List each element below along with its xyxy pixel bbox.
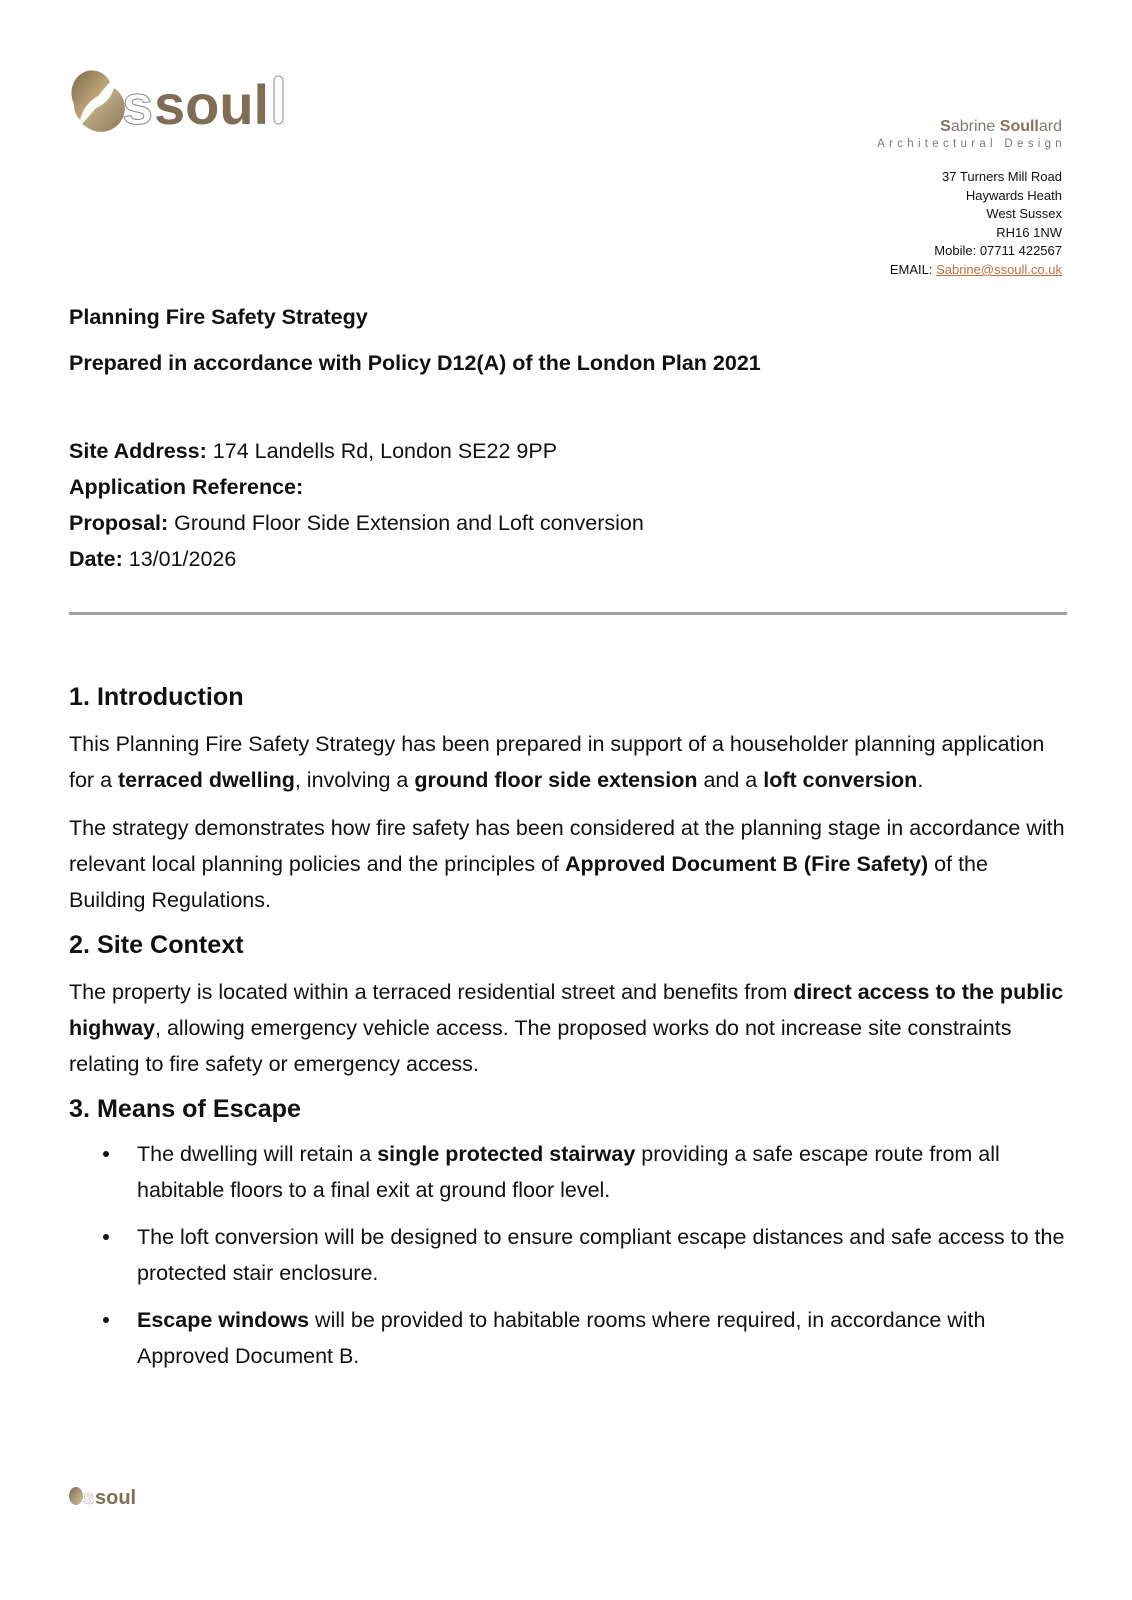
section-site-context xyxy=(69,930,1069,1082)
bullet-icon xyxy=(103,1234,109,1240)
proposal-value: Ground Floor Side Extension and Loft conversion xyxy=(168,511,644,535)
bullet-icon xyxy=(103,1317,109,1323)
document-subtitle: Prepared in accordance with Policy D12(A) of the London Plan 2021 xyxy=(69,351,761,375)
address-line-2: Haywards Heath xyxy=(965,187,1062,203)
application-reference-row xyxy=(69,469,644,505)
email-link[interactable]: Sabrine@ssoull.co.uk xyxy=(936,261,1062,277)
email-label: EMAIL: xyxy=(889,261,937,277)
address-line-4: RH16 1NW xyxy=(996,224,1062,240)
section-divider xyxy=(69,612,1067,615)
section-introduction xyxy=(69,682,1069,918)
contact-block xyxy=(877,118,1066,280)
address-line-1: 37 Turners Mill Road xyxy=(942,169,1062,184)
contact-address xyxy=(877,168,1062,280)
company-tagline: Architectural Design xyxy=(877,138,1066,150)
paragraph: This Planning Fire Safety Strategy has been prepared in support of a householder planning application for a terraced dwelling, involving a ground floor side extension and a loft conversion. xyxy=(69,732,1045,792)
document-body xyxy=(69,682,1069,1385)
date-value: 13/01/2026 xyxy=(122,547,237,571)
svg-text:soul: soul xyxy=(95,1487,137,1508)
date-row xyxy=(69,541,644,577)
section-heading: 2. Site Context xyxy=(69,931,244,959)
ssoul-footer-logo-icon xyxy=(68,1484,148,1508)
email-row xyxy=(877,261,1062,280)
section-means-of-escape xyxy=(69,1094,1069,1374)
site-address-label: Site Address: xyxy=(69,439,207,463)
ssoull-logo xyxy=(70,68,290,138)
mobile-number: Mobile: 07711 422567 xyxy=(934,243,1062,259)
svg-text:s: s xyxy=(122,73,154,136)
svg-text:s: s xyxy=(83,1487,95,1508)
application-reference-label: Application Reference: xyxy=(69,475,304,499)
site-address-value: 174 Landells Rd, London SE22 9PP xyxy=(206,439,558,463)
section-heading: 1. Introduction xyxy=(69,683,244,711)
list-item: The loft conversion will be designed to ensure compliant escape distances and safe access to the protected stair enclosure. xyxy=(69,1219,1069,1291)
document-meta xyxy=(69,433,644,577)
proposal-label: Proposal: xyxy=(69,511,169,535)
svg-text:soul: soul xyxy=(154,73,270,136)
list-item: Escape windows will be provided to habitable rooms where required, in accordance with Approved Document B. xyxy=(69,1302,1069,1374)
ssoull-logo-icon xyxy=(70,68,290,138)
bullet-icon xyxy=(103,1151,109,1157)
proposal-row xyxy=(69,505,644,541)
section-heading: 3. Means of Escape xyxy=(69,1095,301,1123)
date-label: Date: xyxy=(69,547,123,571)
document-title: Planning Fire Safety Strategy xyxy=(69,305,368,329)
paragraph: The property is located within a terraced residential street and benefits from direct access to the public highway, allowing emergency vehicle access. The proposed works do not increase site constraints relating to fire safety or emergency access. xyxy=(69,980,1064,1076)
address-line-3: West Sussex xyxy=(986,206,1062,222)
architect-name: Sabrine Soullard xyxy=(940,118,1062,135)
list-item: The dwelling will retain a single protected stairway providing a safe escape route from all habitable floors to a final exit at ground floor level. xyxy=(69,1136,1069,1208)
paragraph: The strategy demonstrates how fire safety has been considered at the planning stage in accordance with relevant local planning policies and the principles of Approved Document B (Fire Safety) of the Building Regulations. xyxy=(69,816,1065,912)
bullet-list xyxy=(69,1136,1069,1374)
site-address-row xyxy=(69,433,644,469)
footer-logo xyxy=(68,1484,148,1508)
